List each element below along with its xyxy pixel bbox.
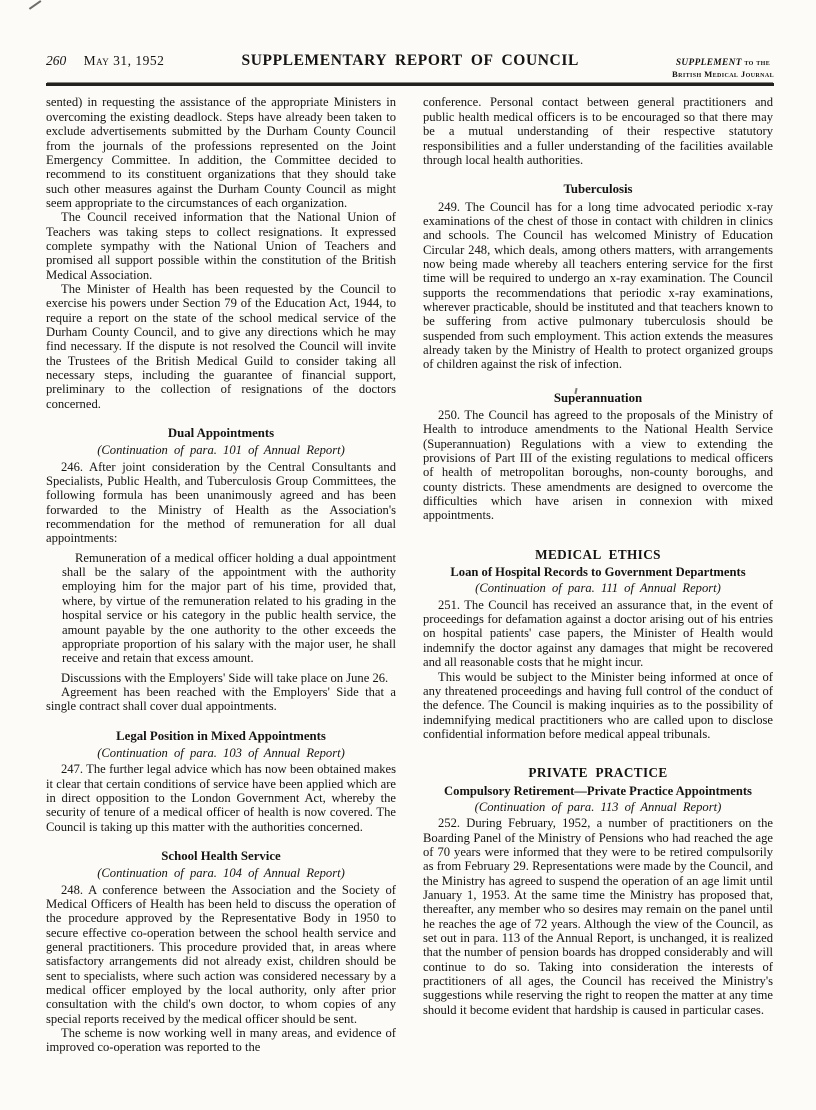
section-heading: Legal Position in Mixed Appointments	[116, 728, 326, 743]
italic-subheading: (Continuation of para. 111 of Annual Report)	[475, 581, 721, 596]
paragraph: 251. The Council has received an assurance that, in the event of proceedings for defamation against a doctor arising out of his entries on hospital patients' case papers, the Minister of Health would indemnify the doctor against any damages that might be recovered and all reasonable costs that he might incur.	[423, 597, 773, 670]
page-title: SUPPLEMENTARY REPORT OF COUNCIL	[241, 52, 579, 69]
right-column	[423, 95, 773, 1054]
issue-date: May 31, 1952	[83, 53, 165, 68]
supplement-banner	[672, 57, 774, 79]
paragraph: 246. After joint consideration by the Central Consultants and Specialists, Public Health, and Tuberculosis Group Committees, the following formula has been unanimously agreed and has been forwarded to the Ministry of Health as the Association's recommendation for the method of remuneration for all dual appointments:	[46, 459, 396, 546]
header-left	[46, 53, 164, 69]
paragraph: 247. The further legal advice which has now been obtained makes it clear that certain conditions of service have been applied which are in direct opposition to the London Government Act, whereby the security of tenure of a medical officer of health is now covered. The Council is taking up this matter with the authorities concerned.	[46, 762, 396, 834]
paragraph: 248. A conference between the Association and the Society of Medical Officers of Health has been held to discuss the operation of the procedure approved by the Representative Body in 1950 to secure effective co-operation between the school health service and general practitioners. This procedure provided that, in areas where satisfactory arrangements did not already exist, children should be sent to specialists, where such action was considered necessary by a medical officer employed by the local authority, only after prior consultation with the child's own doctor, to whom copies of any special reports received by the medical officer should be sent.	[46, 882, 396, 1026]
bold-subheading: Loan of Hospital Records to Government Departments	[450, 565, 746, 580]
supplement-rest: to the	[744, 57, 771, 67]
paragraph: Discussions with the Employers' Side will take place on June 26.	[61, 670, 389, 685]
paragraph: Agreement has been reached with the Employers' Side that a single contract shall cover dual appointments.	[46, 684, 396, 714]
journal-page	[46, 0, 774, 1055]
header-rule	[46, 83, 774, 86]
paragraph: 249. The Council has for a long time advocated periodic x-ray examinations of the chest of those in contact with children in clinics and schools. The Council has welcomed Ministry of Education Circular 248, which deals, among others matters, with arrangements now being made whereby all teachers entering service for the first time will be required to undergo an x-ray examination. The Council supports the recommendations that periodic x-ray examinations, wherever practicable, should be instituted and that teachers known to be suffering from active pulmonary tuberculosis should be suspended from such employment. This action extends the measures already taken by the Ministry of Health to protect organized groups of children against the risk of infection.	[423, 199, 773, 372]
page-number: 260	[46, 53, 67, 68]
section-heading: Superannuation	[553, 390, 643, 405]
supplement-line2: British Medical Journal	[671, 69, 774, 80]
two-column-body	[46, 95, 774, 1054]
paragraph: The Council received information that the National Union of Teachers was taking steps to collect resignations. It expressed complete sympathy with the National Union of Teachers and promised all support possible within the constitution of the British Medical Association.	[46, 210, 396, 282]
major-section-heading: MEDICAL ETHICS	[535, 546, 661, 562]
italic-subheading: (Continuation of para. 113 of Annual Report)	[474, 799, 722, 814]
italic-subheading: (Continuation of para. 101 of Annual Report)	[97, 443, 345, 458]
supplement-word: SUPPLEMENT	[675, 58, 742, 68]
paragraph: The scheme is now working well in many areas, and evidence of improved co-operation was reported to the	[46, 1026, 396, 1055]
section-heading: School Health Service	[161, 848, 281, 863]
paragraph: 250. The Council has agreed to the proposals of the Ministry of Health to introduce amendments to the National Health Service (Superannuation) Regulations with a view to extending the provisions of Part III of the existing regulations to medical officers of health of metropolitan boroughs, non-county boroughs, and county districts. These amendments are designed to overcome the difficulties which have arisen in connexion with mixed appointments.	[423, 408, 773, 523]
indented-quote-paragraph: Remuneration of a medical officer holding a dual appointment shall be the salary of the appointment with the authority employing him for the major part of his time, provided that, where, by virtue of the remuneration related to his grading in the hospital service or his category in the public health service, the amount payable by the one authority to the other exceeds the appropriate proportion of his salary with the major user, he shall receive and retain that excess amount.	[62, 550, 396, 666]
scan-artifact-mark	[29, 0, 41, 9]
paragraph-continuation: conference. Personal contact between general practitioners and public health medical officers is to be encouraged so that there may be a mutual understanding of their respective statutory responsibilities and a fuller understanding of the facilities available through local health authorities.	[423, 95, 773, 167]
section-heading: Tuberculosis	[563, 182, 633, 197]
supplement-line1	[672, 57, 774, 69]
paragraph: The Minister of Health has been requested by the Council to exercise his powers under Section 79 of the Education Act, 1944, to require a report on the state of the school medical service of the Durham County Council, and to give any directions which he may find necessary. If the dispute is not resolved the Council will invite the Trustees of the British Medical Guild to consider taking all necessary steps, including the guarantee of financial support, preliminary to the collection of resignations of the doctors concerned.	[46, 281, 396, 411]
page-header	[46, 52, 774, 79]
left-column	[46, 95, 396, 1054]
major-section-heading: PRIVATE PRACTICE	[528, 765, 668, 781]
italic-subheading: (Continuation of para. 104 of Annual Report)	[97, 866, 345, 881]
bold-subheading: Compulsory Retirement—Private Practice Appointments	[444, 783, 752, 798]
italic-subheading: (Continuation of para. 103 of Annual Report)	[97, 745, 345, 760]
section-heading: Dual Appointments	[167, 426, 275, 441]
paragraph-continuation: sented) in requesting the assistance of the appropriate Ministers in overcoming the existing deadlock. Steps have already been taken to exclude advertisements submitted by the Durham County Council from the journals of the professions represented on the Joint Emergency Committee. In addition, the Committee decided to recommend to its constituent organizations that they should take such other measures against the Durham County Council as might seem appropriate to the circumstances of each organization.	[46, 95, 396, 210]
paragraph: 252. During February, 1952, a number of practitioners on the Boarding Panel of the Ministry of Pensions who had reached the age of 70 years were informed that they were to be retired compulsorily as from February 29. Representations were made by the Council, and the Ministry has agreed to suspend the operation of an age limit until January 1, 1953. At the same time the Ministry has proposed that, thereafter, any member who so desires may remain on the panel until he reaches the age of 72 years. Although the view of the Council, as set out in para. 113 of the Annual Report, is unchanged, it is realized that the number of pension boards has dropped considerably and will continue to do so. Taking into consideration the interests of practitioners of all ages, the Council has received the Ministry's suggestions while reserving the right to reopen the matter at any time should it become evident that hardship is caused in particular cases.	[423, 816, 773, 1017]
paragraph: This would be subject to the Minister being informed at once of any threatened proceedings and having full control of the conduct of the defence. The Council is making inquiries as to the possibility of indemnifying medical practitioners who are called upon to disclose confidential information before medical appeal tribunals.	[423, 669, 773, 741]
